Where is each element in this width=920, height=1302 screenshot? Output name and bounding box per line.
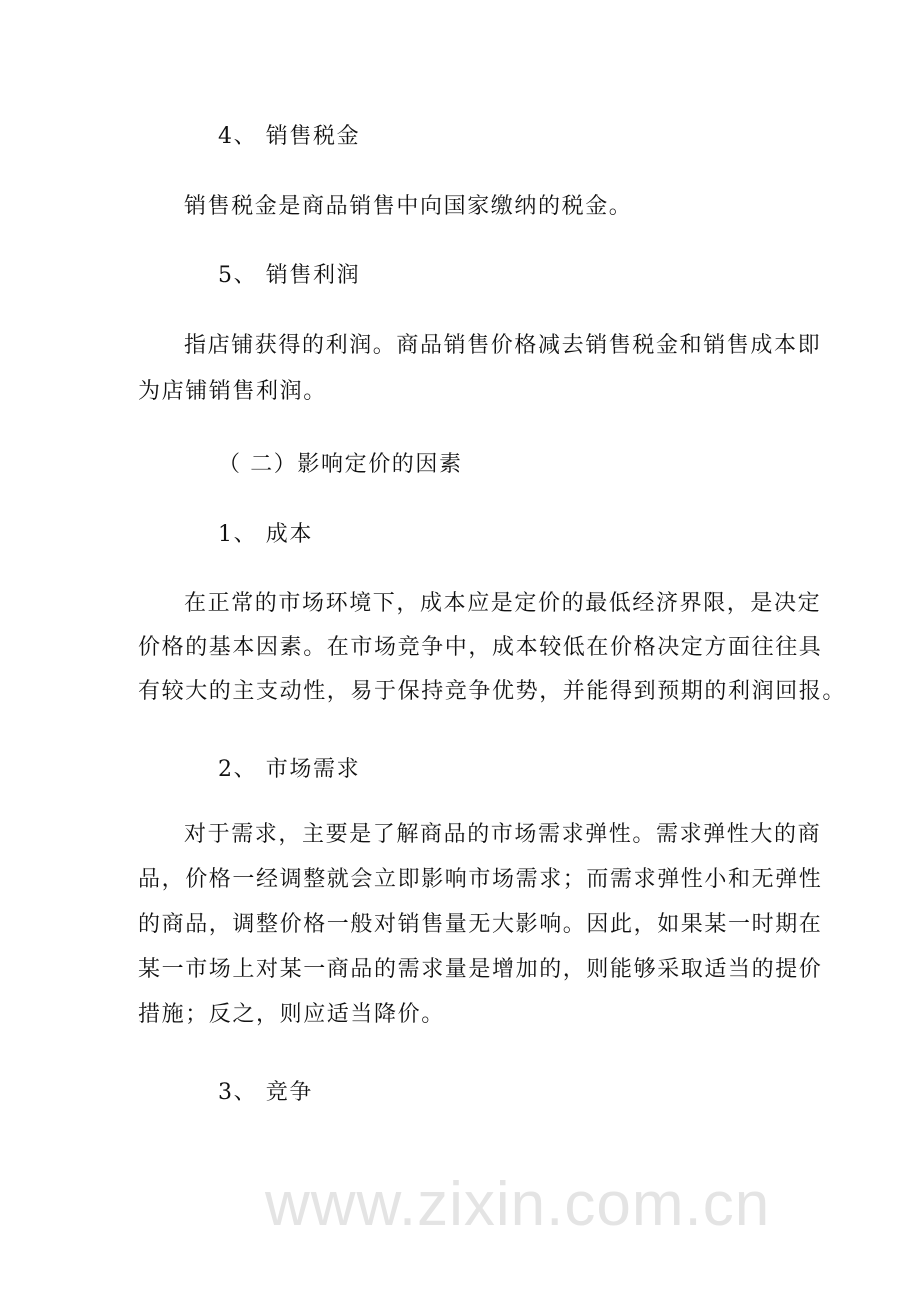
heading-competition: 3、 竞争 <box>218 1080 313 1105</box>
paragraph-line: 对于需求，主要是了解商品的市场需求弹性。需求弹性大的商 <box>184 822 822 847</box>
paragraph-line: 在正常的市场环境下，成本应是定价的最低经济界限，是决定 <box>184 591 822 616</box>
watermark: www.zixin.com.cn <box>265 1170 771 1239</box>
paragraph-line: 为店铺销售利润。 <box>138 379 327 404</box>
paragraph-line: 品，价格一经调整就会立即影响市场需求；而需求弹性小和无弹性 <box>138 867 823 892</box>
heading-sales-profit: 5、 销售利润 <box>218 263 361 288</box>
heading-market-demand: 2、 市场需求 <box>218 757 361 782</box>
paragraph-line: 的商品，调整价格一般对销售量无大影响。因此，如果某一时期在 <box>138 912 823 937</box>
paragraph-line: 销售税金是商品销售中向国家缴纳的税金。 <box>184 194 633 219</box>
paragraph-line: 有较大的主支动性，易于保持竞争优势，并能得到预期的利润回报。 <box>138 679 847 704</box>
paragraph-line: 价格的基本因素。在市场竞争中，成本较低在价格决定方面往往具 <box>138 635 823 660</box>
heading-cost: 1、 成本 <box>218 522 313 547</box>
paragraph-line: 某一市场上对某一商品的需求量是增加的，则能够采取适当的提价 <box>138 957 823 982</box>
heading-sales-tax: 4、 销售税金 <box>218 124 361 149</box>
paragraph-line: 措施；反之，则应适当降价。 <box>138 1002 445 1027</box>
heading-pricing-factors: （ 二）影响定价的因素 <box>218 452 463 477</box>
paragraph-line: 指店铺获得的利润。商品销售价格减去销售税金和销售成本即 <box>184 333 822 358</box>
